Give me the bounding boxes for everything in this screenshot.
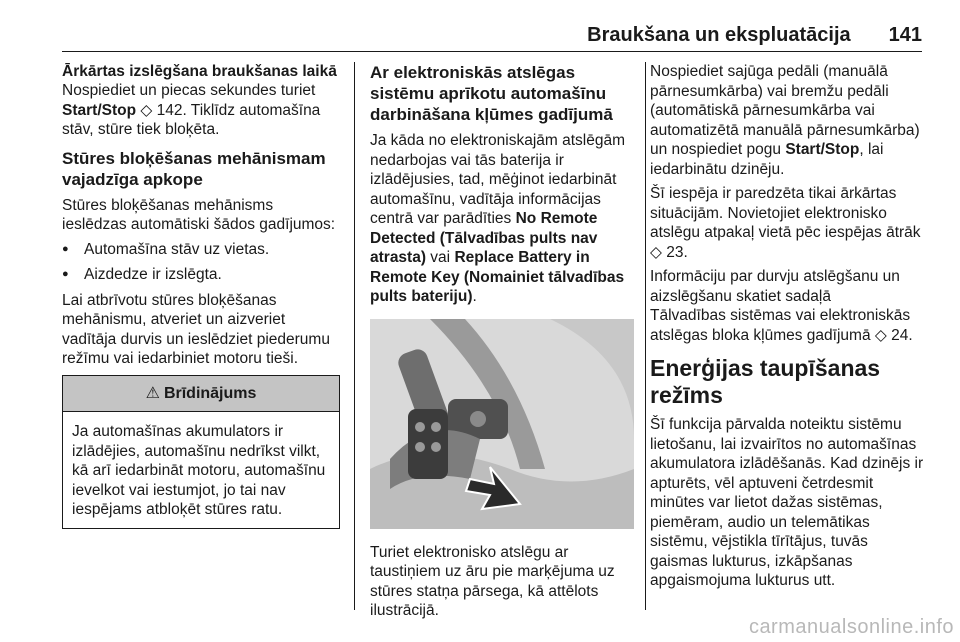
column-1 xyxy=(62,62,340,529)
reference-arrow-icon[interactable]: ◇ xyxy=(874,326,887,344)
heading-emergency-shutdown: Ārkārtas izslēgšana braukšanas laikā xyxy=(62,63,337,80)
heading-energy-saving: Enerģijas taupīšanas režīms xyxy=(650,355,881,408)
cross-reference-link[interactable]: Tālvadības sistēmas vai elektroniskās atslēgas bloka kļūmes gadījumā xyxy=(650,307,911,344)
warning-icon: ⚠ xyxy=(145,384,160,402)
warning-box xyxy=(62,375,340,529)
start-stop-label: Start/Stop xyxy=(62,101,137,119)
watermark: carmanualsonline.info xyxy=(748,616,954,638)
paragraph-emergency: Nospiediet un piecas sekundes turiet Start/Stop ◇ 142. Tiklīdz automašīna stāv, stūre tiek bloķēta. xyxy=(62,82,321,138)
steering-column-illustration xyxy=(370,319,634,529)
page-number: 141 xyxy=(888,24,922,46)
warning-text: Ja automašīnas akumulators ir izlādējies, automašīnu nedrīkst vilkt, kā arī iedarbināt motoru, automašīnu ievelkot vai iestumjot, jo tai nav iespējams atbloķēt stūres ratu. xyxy=(72,423,326,518)
column-divider xyxy=(354,62,355,610)
reference-arrow-icon[interactable]: ◇ xyxy=(140,101,153,119)
warning-header xyxy=(63,376,339,413)
start-stop-label: Start/Stop xyxy=(785,141,860,158)
list-item: ● Aizdedze ir izslēgta. xyxy=(62,265,340,285)
page-header xyxy=(62,22,922,52)
warning-title: Brīdinājums xyxy=(163,384,257,402)
heading-steering-lock: Stūres bloķēšanas mehānismam vajadzīga apkope xyxy=(62,148,326,189)
paragraph-press-pedal: Nospiediet sajūga pedāli (manuālā pārnesumkārba) vai bremžu pedāli (automātiskā pārnesumkārba vai automatizētā manuālā pārnesumkārba) un nospiediet pogu Start/Stop, lai iedarbinātu dzinēju. xyxy=(650,63,920,178)
heading-electronic-key: Ar elektroniskās atslēgas sistēmu aprīkotu automašīnu darbināšana kļūmes gadījumā xyxy=(370,63,613,124)
paragraph-steering-lock: Stūres bloķēšanas mehānisms ieslēdzas automātiski šādos gadījumos: xyxy=(62,196,336,233)
column-divider xyxy=(645,62,646,610)
paragraph-door-locking: Informāciju par durvju atslēgšanu un aizslēgšanu skatiet sadaļā Tālvadības sistēmas vai elektroniskās atslēgas bloka kļūmes gadījumā ◇ 24. xyxy=(650,268,913,344)
paragraph-release: Lai atbrīvotu stūres bloķēšanas mehānismu, atveriet un aizveriet vadītāja durvis un ieslēdziet piederumu režīmu vai iedarbiniet motoru tieši. xyxy=(62,291,330,367)
paragraph-hold-key: Turiet elektronisko atslēgu ar taustiņiem uz āru pie marķējuma uz stūres statņa pārsega, kā attēlots ilustrācijā. xyxy=(370,543,615,619)
paragraph-energy-saving: Šī funkcija pārvalda noteiktu sistēmu lietošanu, lai izvairītos no automašīnas akumulatora izlādēšanās. Kad dzinējs ir apturēts, vēl aptuveni četrdesmit minūtes var lietot dažas sistēmas, piemēram, audio un telemātikas sistēmu, vējstikla tīrītājus, tuvās gaismas lukturus, izkāpšanas apgaismojuma lukturus utt. xyxy=(650,416,924,589)
paragraph-emergency-only: Šī iespēja ir paredzēta tikai ārkārtas situācijām. Novietojiet elektronisko atslēgu atpakaļ vietā pēc iespējas ātrāk ◇ 23. xyxy=(650,185,921,261)
list-item: ● Automašīna stāv uz vietas. xyxy=(62,240,340,260)
bullet-list xyxy=(62,240,340,285)
column-3 xyxy=(650,62,925,596)
section-title: Braukšana un ekspluatācija xyxy=(587,24,851,46)
column-2 xyxy=(370,62,634,626)
paragraph-key-failure: Ja kāda no elektroniskajām atslēgām nedarbojas vai tās baterija ir izlādējusies, tad, mēģinot iedarbināt automašīnu, vadītāja informācijas centrā var parādīties No Remote Detected (Tālvadības pults nav atrasta) vai Replace Battery in Remote Key (Nomainiet tālvadības pults bateriju). xyxy=(370,132,626,305)
reference-arrow-icon[interactable]: ◇ xyxy=(650,243,662,261)
